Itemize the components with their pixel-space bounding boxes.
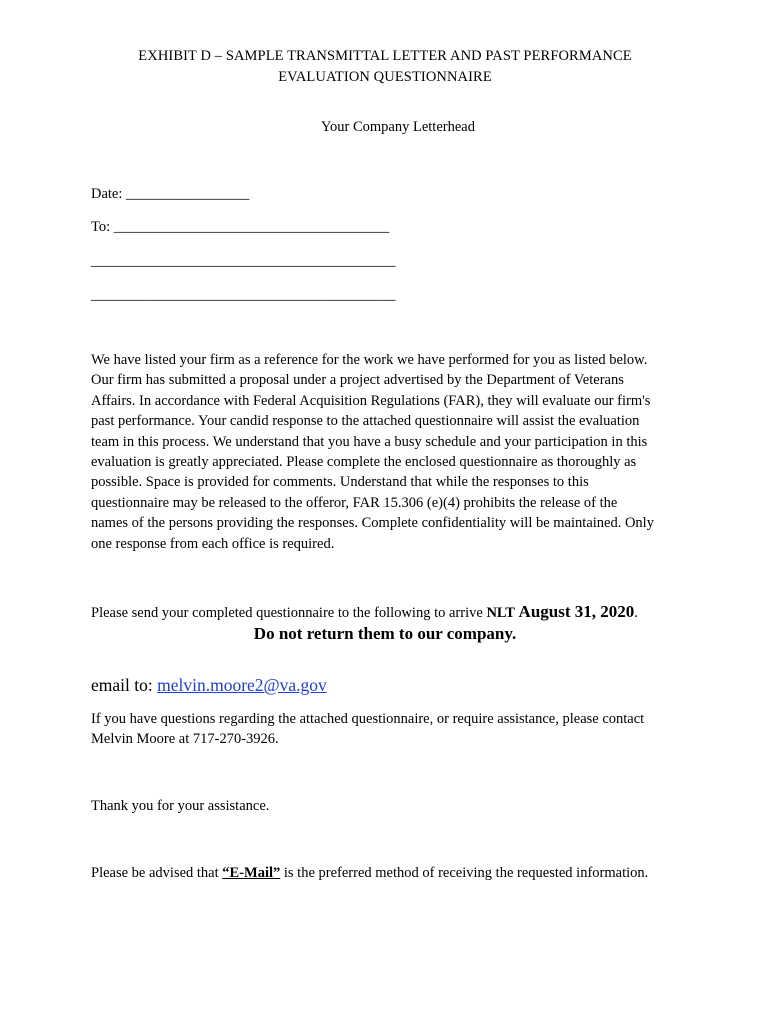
email-link[interactable]: melvin.moore2@va.gov bbox=[157, 675, 327, 695]
send-text: Please send your completed questionnaire to the following to arrive bbox=[91, 605, 487, 621]
paragraph-line: evaluation is greatly appreciated. Please complete the enclosed questionnaire as thoroughly as bbox=[91, 454, 637, 471]
preferred-method-notice bbox=[91, 863, 648, 883]
email-prefix: email to: bbox=[91, 675, 158, 695]
paragraph-line: names of the persons providing the responses. Complete confidentiality will be maintained. Only bbox=[91, 515, 654, 532]
advised-prefix: Please be advised that bbox=[91, 865, 223, 881]
reference-paragraph bbox=[91, 350, 691, 554]
company-letterhead-placeholder: Your Company Letterhead bbox=[321, 119, 475, 135]
email-emphasis: “E-Mail” bbox=[222, 865, 281, 881]
paragraph-line: Melvin Moore at 717-270-3926. bbox=[91, 731, 279, 748]
paragraph-line: past performance. Your candid response to the attached questionnaire will assist the evaluation bbox=[91, 413, 640, 430]
to-field: To: ______________________________________ bbox=[91, 219, 390, 235]
nlt-label: NLT bbox=[486, 605, 515, 621]
paragraph-line: We have listed your firm as a reference for the work we have performed for you as listed below. bbox=[91, 352, 648, 368]
paragraph-line: If you have questions regarding the attached questionnaire, or require assistance, please contact bbox=[91, 711, 645, 727]
document-title-line-1: EXHIBIT D – SAMPLE TRANSMITTAL LETTER AND PAST PERFORMANCE bbox=[138, 48, 632, 64]
paragraph-line: Our firm has submitted a proposal under a project advertised by the Department of Veterans bbox=[91, 372, 624, 389]
contact-paragraph bbox=[91, 709, 711, 750]
paragraph-line: questionnaire may be released to the offeror, FAR 15.306 (e)(4) prohibits the release of the bbox=[91, 494, 618, 511]
address-line-2: __________________________________________ bbox=[91, 287, 396, 303]
date-field: Date: _________________ bbox=[91, 186, 250, 202]
address-line-1: __________________________________________ bbox=[91, 253, 396, 269]
deadline-date: August 31, 2020 bbox=[518, 602, 635, 621]
advised-suffix: is the preferred method of receiving the requested information. bbox=[280, 865, 649, 881]
paragraph-line: possible. Space is provided for comments. Understand that while the responses to this bbox=[91, 474, 589, 491]
paragraph-line: one response from each office is required. bbox=[91, 535, 335, 552]
send-period: . bbox=[634, 605, 638, 621]
email-line bbox=[91, 673, 327, 697]
document-title-line-2: EVALUATION QUESTIONNAIRE bbox=[278, 69, 492, 85]
paragraph-line: team in this process. We understand that you have a busy schedule and your participation in this bbox=[91, 433, 648, 450]
thank-you-line: Thank you for your assistance. bbox=[91, 798, 270, 814]
send-instructions bbox=[91, 600, 638, 625]
no-return-notice: Do not return them to our company. bbox=[253, 624, 517, 643]
paragraph-line: Affairs. In accordance with Federal Acquisition Regulations (FAR), they will evaluate our firm's bbox=[91, 392, 651, 409]
